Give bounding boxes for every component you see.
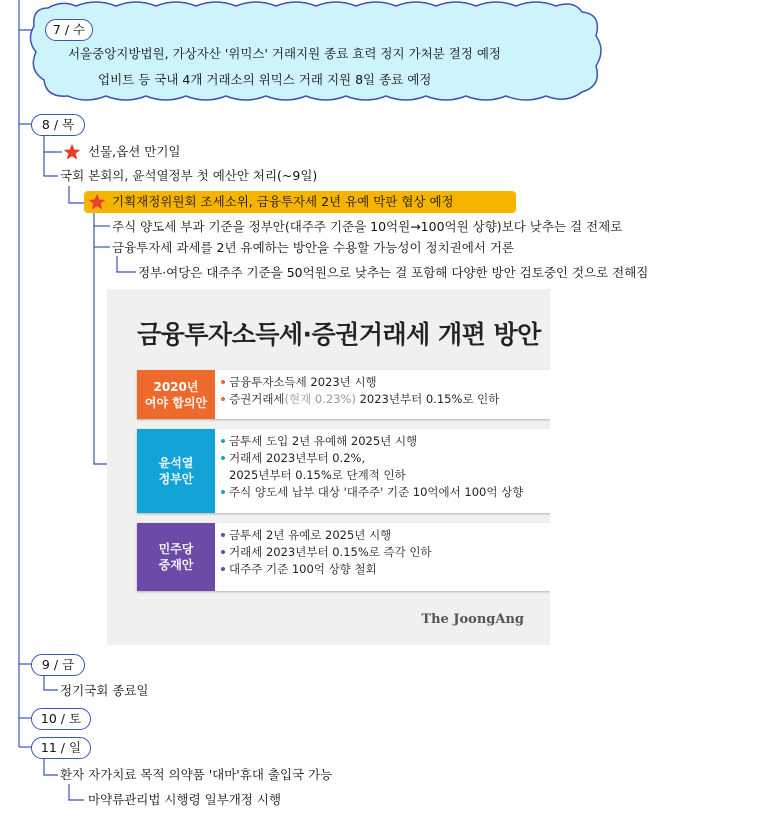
row-label-government: 윤석열 정부안 — [137, 429, 215, 513]
joongang-logo: The JoongAng — [421, 612, 524, 627]
row-item: 대주주 기준 100억 상향 철회 — [221, 561, 432, 578]
date-node-10[interactable]: 10 / 토 — [31, 708, 91, 730]
day7-main-topic[interactable]: 서울중앙지방법원, 가상자산 '위믹스' 거래지원 종료 효력 정지 가처분 결정 예정 — [68, 46, 502, 61]
day7-sub-topic[interactable]: 업비트 등 국내 4개 거래소의 위믹스 거래 지원 8일 종료 예정 — [98, 72, 432, 87]
date-node-8[interactable]: 8 / 목 — [31, 114, 85, 136]
infographic-row-2020 — [137, 370, 550, 419]
day8-detail-2[interactable]: 금융투자세 과세를 2년 유예하는 방안을 수용할 가능성이 정치권에서 거론 — [112, 240, 514, 255]
star-icon — [63, 143, 81, 161]
day8-budget-session[interactable]: 국회 본회의, 윤석열정부 첫 예산안 처리(~9일) — [60, 168, 318, 183]
row-label-2020: 2020년 여야 합의안 — [137, 370, 215, 419]
row-item: 금투세 도입 2년 유예해 2025년 시행 — [221, 433, 523, 450]
day8-futures-expiry[interactable]: 선물,옵션 만기일 — [88, 144, 181, 159]
row-item: 증권거래세(현재 0.23%) 2023년부터 0.15%로 인하 — [221, 391, 499, 408]
row-item: 거래세 2023년부터 0.2%, 2025년부터 0.15%로 단계적 인하 — [221, 450, 523, 484]
date-node-9[interactable]: 9 / 금 — [31, 654, 85, 676]
row-items-2020 — [221, 374, 499, 408]
row-label-democratic: 민주당 중재안 — [137, 523, 215, 591]
tax-reform-infographic[interactable] — [107, 289, 550, 645]
date-node-11[interactable]: 11 / 일 — [31, 737, 91, 759]
day11-cannabis-travel[interactable]: 환자 자가치료 목적 의약품 '대마'휴대 출입국 가능 — [60, 767, 333, 782]
day8-detail-1[interactable]: 주식 양도세 부과 기준을 정부안(대주주 기준을 10억원→100억원 상향)보다 낮추는 걸 전제로 — [112, 219, 623, 234]
date-node-7[interactable]: 7 / 수 — [45, 19, 93, 41]
day9-session-end[interactable]: 정기국회 종료일 — [60, 683, 149, 698]
day8-tax-subcommittee[interactable]: 기획재정위원회 조세소위, 금융투자세 2년 유예 막판 협상 예정 — [112, 194, 454, 209]
row-items-government — [221, 433, 523, 501]
row-item: 금융투자소득세 2023년 시행 — [221, 374, 499, 391]
day8-detail-3[interactable]: 정부·여당은 대주주 기준을 50억원으로 낮추는 걸 포함해 다양한 방안 검토중인 것으로 전해짐 — [138, 265, 649, 280]
row-items-democratic — [221, 527, 432, 578]
row-item: 거래세 2023년부터 0.15%로 즉각 인하 — [221, 544, 432, 561]
row-item: 금투세 2년 유예로 2025년 시행 — [221, 527, 432, 544]
star-icon — [88, 193, 106, 211]
row-item: 주식 양도세 납부 대상 '대주주' 기준 10억에서 100억 상향 — [221, 484, 523, 501]
infographic-row-government — [137, 429, 550, 513]
day11-law-amendment[interactable]: 마약류관리법 시행령 일부개정 시행 — [88, 792, 282, 807]
infographic-row-democratic — [137, 523, 550, 591]
infographic-title: 금융투자소득세·증권거래세 개편 방안 — [137, 320, 541, 349]
